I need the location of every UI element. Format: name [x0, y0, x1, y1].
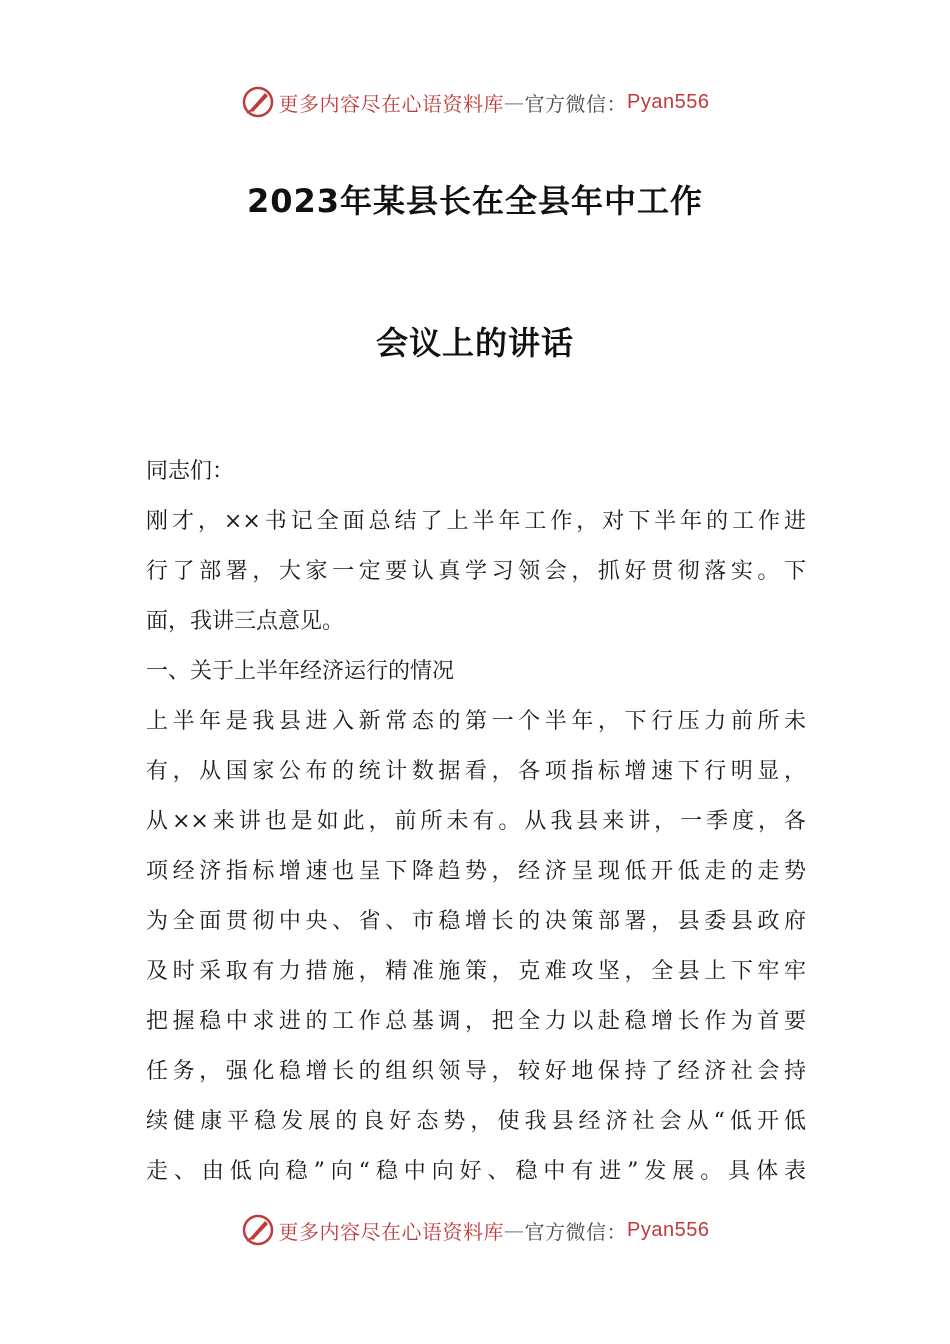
header-watermark — [0, 82, 950, 122]
footer-watermark — [0, 1210, 950, 1250]
paragraph-line: 把握稳中求进的工作总基调，把全力以赴稳增长作为首要 — [146, 1009, 806, 1034]
document-body — [146, 447, 806, 1197]
watermark-dash: — — [504, 90, 525, 114]
watermark-wechat-id: Pyan556 — [627, 90, 710, 113]
paragraph-line: 从××来讲也是如此，前所未有。从我县来讲，一季度，各 — [146, 809, 806, 834]
document-title-line2: 会议上的讲话 — [375, 324, 574, 362]
watermark-wechat-label: 官方微信： — [524, 91, 628, 116]
document-title-line1: 2023年某县长在全县年中工作 — [246, 182, 704, 220]
paragraph-line: 及时采取有力措施，精准施策，克难攻坚，全县上下牢牢 — [146, 959, 806, 984]
paragraph-line: 任务，强化稳增长的组织领导，较好地保持了经济社会持 — [146, 1059, 806, 1084]
paragraph-line: 项经济指标增速也呈下降趋势，经济呈现低开低走的走势 — [146, 859, 806, 884]
quill-circle-icon — [241, 85, 275, 119]
paragraph-line: 续健康平稳发展的良好态势，使我县经济社会从“低开低 — [146, 1109, 806, 1134]
salutation: 同志们： — [146, 459, 235, 484]
quill-circle-icon — [241, 1213, 275, 1247]
paragraph-line: 有，从国家公布的统计数据看，各项指标增速下行明显， — [146, 759, 806, 784]
watermark-wechat-id: Pyan556 — [627, 1218, 710, 1241]
paragraph-line: 走、由低向稳”向“稳中向好、稳中有进”发展。具体表 — [146, 1159, 806, 1184]
paragraph-line: 为全面贯彻中央、省、市稳增长的决策部署，县委县政府 — [146, 909, 806, 934]
watermark-dash: — — [504, 1218, 525, 1242]
watermark-site-text: 更多内容尽在心语资料库 — [278, 1219, 505, 1244]
paragraph-line: 面，我讲三点意见。 — [146, 609, 345, 634]
paragraph-line: 刚才，××书记全面总结了上半年工作，对下半年的工作进 — [146, 509, 806, 534]
paragraph-line: 上半年是我县进入新常态的第一个半年，下行压力前所未 — [146, 709, 806, 734]
paragraph-line: 行了部署，大家一定要认真学习领会，抓好贯彻落实。下 — [146, 559, 806, 584]
watermark-site-text: 更多内容尽在心语资料库 — [278, 91, 505, 116]
watermark-wechat-label: 官方微信： — [524, 1219, 628, 1244]
section-heading: 一、关于上半年经济运行的情况 — [146, 659, 455, 684]
